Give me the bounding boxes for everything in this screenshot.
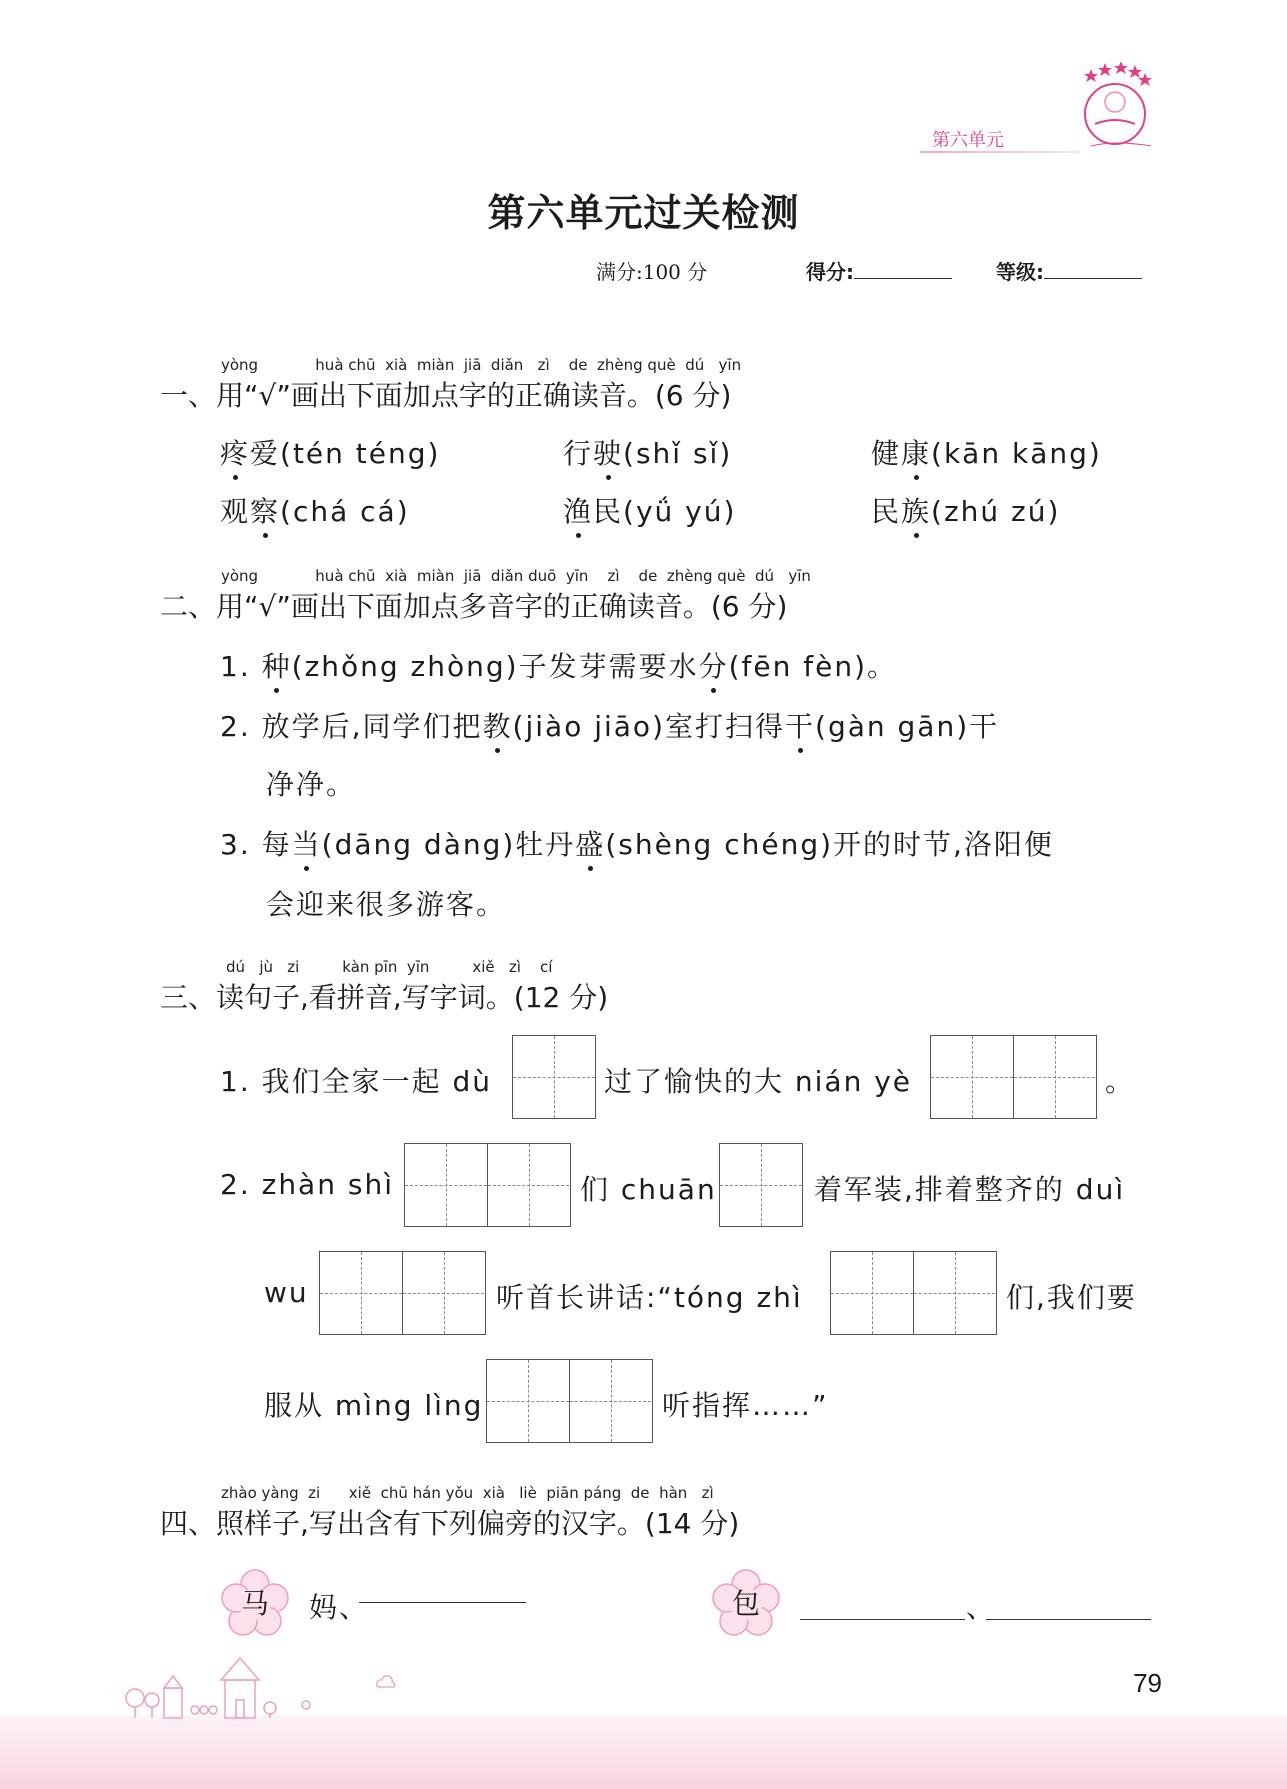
right-answer-blank-1[interactable] bbox=[800, 1619, 965, 1620]
answer-grid-zhanshi[interactable] bbox=[404, 1143, 571, 1227]
section1-title: 一、用“√”画出下面加点字的正确读音。(6 分) bbox=[160, 379, 732, 412]
s3-q1-text-c: 。 bbox=[1105, 1065, 1136, 1098]
page-number: 79 bbox=[1133, 1668, 1162, 1698]
score-blank[interactable] bbox=[854, 256, 952, 279]
grade-label: 等级: bbox=[996, 256, 1142, 285]
full-score: 满分:100 分 bbox=[596, 260, 708, 284]
page-title: 第六单元过关检测 bbox=[487, 191, 800, 235]
footer-band bbox=[0, 1715, 1287, 1789]
s3-q2-text-h: 听指挥……” bbox=[662, 1389, 829, 1422]
publisher-logo bbox=[1075, 62, 1155, 154]
s1-item-6[interactable]: 民族(zhú zú) bbox=[871, 490, 1060, 530]
right-answer-blank-2[interactable] bbox=[986, 1619, 1151, 1620]
s3-q2-text-b: 们 chuān bbox=[580, 1173, 717, 1206]
answer-grid-duiwu[interactable] bbox=[319, 1251, 486, 1335]
castle-trees-icon bbox=[120, 1650, 320, 1720]
section2-title: 二、用“√”画出下面加点多音字的正确读音。(6 分) bbox=[160, 590, 788, 623]
answer-grid-chuan[interactable] bbox=[719, 1143, 803, 1227]
answer-grid-mingling[interactable] bbox=[486, 1359, 653, 1443]
answer-grid-tongzhi[interactable] bbox=[830, 1251, 997, 1335]
unit-tab-underline bbox=[920, 151, 1080, 153]
radical-flower-left bbox=[219, 1568, 291, 1640]
s2-question-3[interactable]: 3. 每当(dāng dàng)牡丹盛(shèng chéng)开的时节,洛阳便 bbox=[220, 823, 1054, 863]
grade-blank[interactable] bbox=[1044, 256, 1142, 279]
score-label: 得分: bbox=[806, 256, 952, 285]
s2-question-2[interactable]: 2. 放学后,同学们把教(jiào jiāo)室打扫得干(gàn gān)干 bbox=[220, 705, 999, 745]
s2-question-3-cont: 会迎来很多游客。 bbox=[266, 888, 507, 921]
s1-item-3[interactable]: 健康(kān kāng) bbox=[871, 432, 1102, 472]
cloud-icon bbox=[375, 1673, 397, 1691]
radical-flower-right bbox=[710, 1568, 782, 1640]
section3-pinyin: dú jù zi kàn pīn yīn xiě zì cí bbox=[226, 958, 553, 976]
s3-q2-text-c: 着军装,排着整齐的 duì bbox=[814, 1173, 1126, 1206]
section4-pinyin: zhào yàng zi xiě chū hán yǒu xià liè piān páng de hàn zì bbox=[221, 1484, 714, 1502]
s3-q2-text-d: wu bbox=[264, 1276, 309, 1309]
s3-q1-text-b: 过了愉快的大 nián yè bbox=[604, 1065, 913, 1098]
s1-item-1[interactable]: 疼爱(tén téng) bbox=[220, 432, 440, 472]
answer-grid-nianye[interactable] bbox=[930, 1035, 1097, 1119]
s3-q2-text-g: 服从 mìng lìng bbox=[264, 1389, 484, 1422]
s3-q1-text-a: 1. 我们全家一起 dù bbox=[220, 1065, 493, 1098]
left-answer-blank[interactable] bbox=[359, 1602, 526, 1603]
right-radical: 包 bbox=[731, 1587, 760, 1620]
left-radical: 马 bbox=[240, 1587, 269, 1620]
s1-item-4[interactable]: 观察(chá cá) bbox=[220, 490, 410, 530]
section4-title: 四、照样子,写出含有下列偏旁的汉字。(14 分) bbox=[160, 1507, 740, 1540]
section3-title: 三、读句子,看拼音,写字词。(12 分) bbox=[160, 981, 609, 1014]
section2-pinyin: yòng huà chū xià miàn jiā diǎn duō yīn zì de zhèng què dú yīn bbox=[221, 567, 811, 585]
s3-q2-text-e: 听首长讲话:“tóng zhì bbox=[496, 1281, 803, 1314]
answer-grid-du[interactable] bbox=[512, 1035, 596, 1119]
s2-question-2-cont: 净净。 bbox=[266, 768, 357, 801]
left-example: 妈、 bbox=[309, 1591, 370, 1624]
unit-tab bbox=[920, 124, 1080, 152]
s3-q2-text-a: 2. zhàn shì bbox=[220, 1168, 394, 1201]
right-separator: 、 bbox=[966, 1591, 997, 1624]
s3-q2-text-f: 们,我们要 bbox=[1006, 1281, 1137, 1314]
unit-tab-label: 第六单元 bbox=[932, 130, 1004, 151]
s1-item-2[interactable]: 行驶(shǐ sǐ) bbox=[563, 432, 732, 472]
footer-decoration bbox=[120, 1650, 320, 1720]
s1-item-5[interactable]: 渔民(yǘ yú) bbox=[563, 490, 736, 530]
section1-pinyin: yòng huà chū xià miàn jiā diǎn zì de zhèng què dú yīn bbox=[221, 356, 742, 374]
s2-question-1[interactable]: 1. 种(zhǒng zhòng)子发芽需要水分(fēn fèn)。 bbox=[220, 645, 897, 685]
